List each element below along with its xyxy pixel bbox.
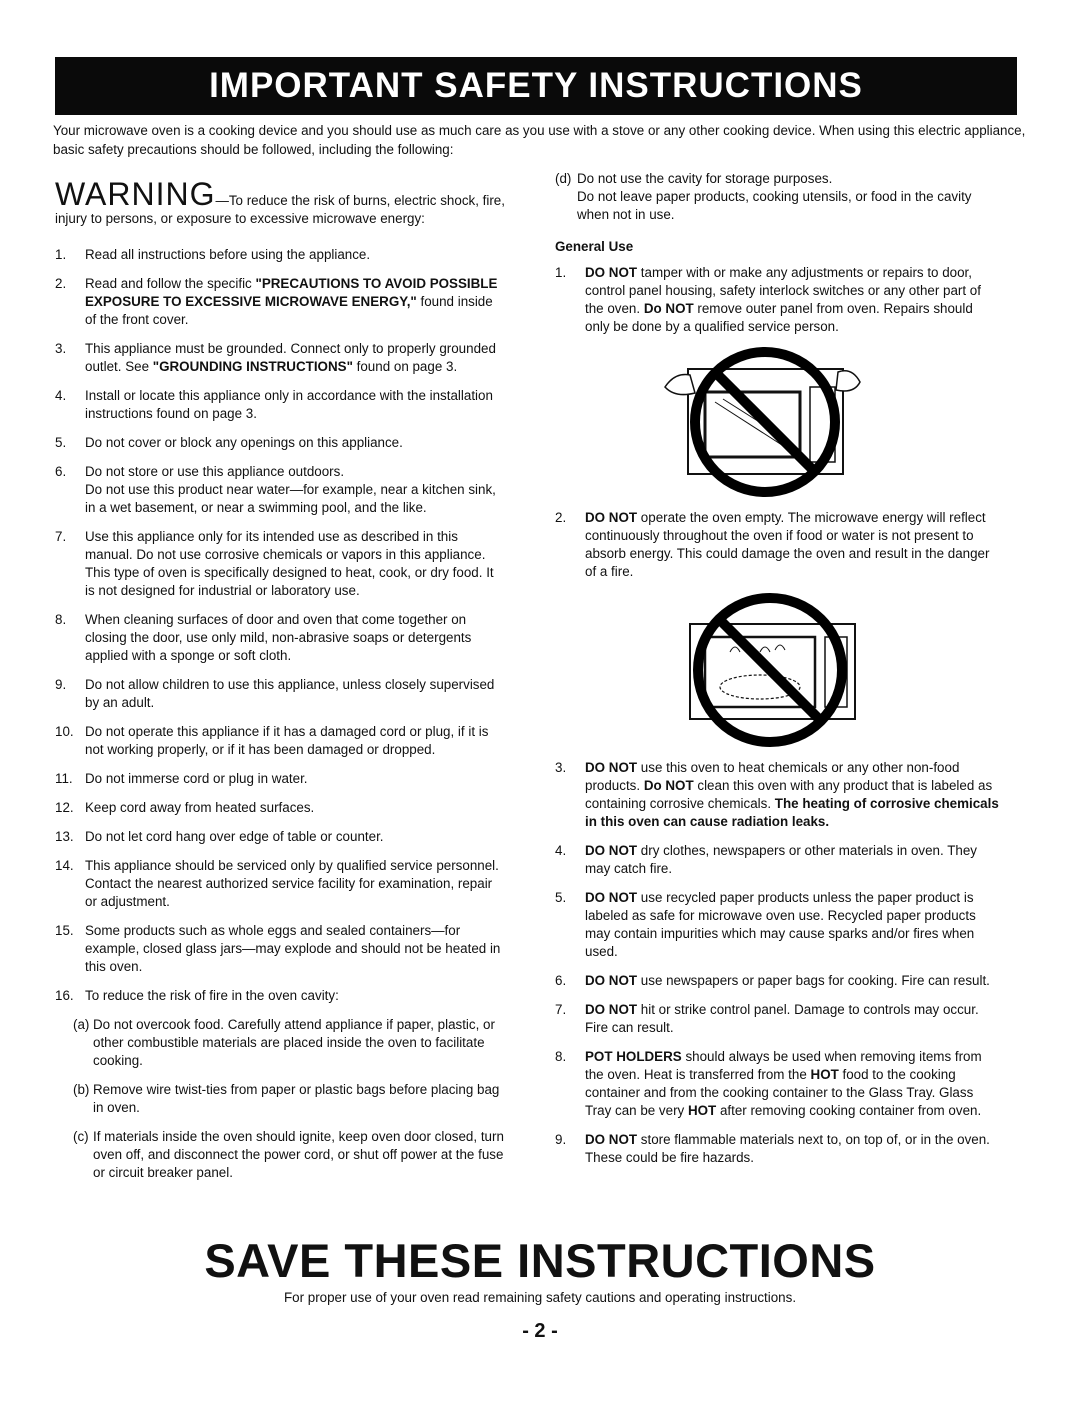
sub-list-item: (a) Do not overcook food. Carefully attend appliance if paper, plastic, or other combustible materials are placed inside the oven to facilitate cooking. xyxy=(73,1017,495,1068)
page-title: IMPORTANT SAFETY INSTRUCTIONS xyxy=(209,66,863,105)
sub-list-item-d: (d) Do not use the cavity for storage purposes. Do not leave paper products, cooking utensils, or food in the cavity when not in use. xyxy=(555,171,972,222)
list-item: 2. Read and follow the specific "PRECAUTIONS TO AVOID POSSIBLE EXPOSURE TO EXCESSIVE MICROWAVE ENERGY," found inside of the front cover. xyxy=(55,276,498,327)
intro-paragraph: Your microwave oven is a cooking device and you should use as much care as you use with a stove or any other cooking device. When using this electric appliance, basic safety precautions should be followed, including the following: xyxy=(53,123,1026,157)
list-item: 3. DO NOT use this oven to heat chemicals or any other non-food products. Do NOT clean this oven with any product that is labeled as containing corrosive chemicals. The heating of corrosive chemicals in this oven can cause radiation leaks. xyxy=(555,760,999,829)
warning-word: WARNING xyxy=(55,176,216,212)
save-instructions-heading: SAVE THESE INSTRUCTIONS xyxy=(204,1234,876,1287)
list-item: 8. When cleaning surfaces of door and oven that come together on closing the door, use only mild, non-abrasive soaps or detergents applied with a sponge or soft cloth. xyxy=(55,612,472,663)
sub-list-item: (b) Remove wire twist-ties from paper or plastic bags before placing bag in oven. xyxy=(73,1082,500,1115)
list-item: 5. DO NOT use recycled paper products unless the paper product is labeled as safe for microwave oven use. Recycled paper products may contain impurities which may cause sparks and/or fires when used. xyxy=(555,890,976,959)
list-item: 6. DO NOT use newspapers or paper bags for cooking. Fire can result. xyxy=(555,973,990,988)
no-hands-on-oven-illustration xyxy=(555,347,1000,497)
list-item: 4. Install or locate this appliance only in accordance with the installation instructions found on page 3. xyxy=(55,388,493,421)
list-item: 15. Some products such as whole eggs and sealed containers—for example, closed glass jars—may explode and should not be heated in this oven. xyxy=(55,923,501,974)
list-item: 2. DO NOT operate the oven empty. The microwave energy will reflect continuously throughout the oven if food or water is not present to absorb energy. This could damage the oven and result in the danger of a fire. xyxy=(555,510,990,579)
list-item: 13. Do not let cord hang over edge of table or counter. xyxy=(55,829,384,844)
list-item: 6. Do not store or use this appliance outdoors. Do not use this product near water—for example, near a kitchen sink, in a wet basement, or near a swimming pool, and the like. xyxy=(55,464,496,515)
general-use-heading: General Use xyxy=(555,239,634,254)
list-item: 1. Read all instructions before using the appliance. xyxy=(55,247,371,262)
list-item: 1. DO NOT tamper with or make any adjustments or repairs to door, control panel housing, safety interlock switches or any other part of the oven. Do NOT remove outer panel from oven. Repairs should only be done by a qualified service person. xyxy=(555,265,981,334)
warning-text: —To reduce the risk of burns, electric shock, fire, injury to persons, or exposure to excessive microwave energy: xyxy=(55,193,505,226)
page-number: - 2 - xyxy=(522,1320,558,1342)
sub-list-item: (c) If materials inside the oven should ignite, keep oven door closed, turn oven off, and disconnect the power cord, or shut off power at the fuse or circuit breaker panel. xyxy=(73,1129,504,1180)
page-title-banner xyxy=(55,57,1017,115)
list-item: 7. DO NOT hit or strike control panel. Damage to controls may occur. Fire can result. xyxy=(555,1002,979,1035)
list-item: 9. DO NOT store flammable materials next to, on top of, or in the oven. These could be fire hazards. xyxy=(555,1132,990,1165)
list-item: 5. Do not cover or block any openings on this appliance. xyxy=(55,435,403,450)
list-item: 16. To reduce the risk of fire in the oven cavity: xyxy=(55,988,339,1003)
list-item: 12. Keep cord away from heated surfaces. xyxy=(55,800,315,815)
warning-statement xyxy=(55,178,505,228)
list-item: 8. POT HOLDERS should always be used when removing items from the oven. Heat is transferred from the HOT food to the cooking container and from the cooking container to the Glass Tray. Glass Tray can be very HOT after removing cooking container from oven. xyxy=(555,1049,982,1118)
list-item: 7. Use this appliance only for its intended use as described in this manual. Do not use corrosive chemicals or vapors in this appliance. This type of oven is specifically designed to heat, cook, or dry food. It is not designed for industrial or laboratory use. xyxy=(55,529,494,598)
prohibited-grabbing-oven-icon xyxy=(555,347,1000,497)
list-item: 3. This appliance must be grounded. Connect only to properly grounded outlet. See "GROUNDING INSTRUCTIONS" found on page 3. xyxy=(55,341,496,374)
list-item: 11. Do not immerse cord or plug in water. xyxy=(55,771,308,786)
right-column xyxy=(555,170,1000,1178)
prohibited-empty-oven-icon xyxy=(555,592,1000,747)
list-item: 10. Do not operate this appliance if it has a damaged cord or plug, if it is not working properly, or if it has been damaged or dropped. xyxy=(55,724,489,757)
list-item: 9. Do not allow children to use this appliance, unless closely supervised by an adult. xyxy=(55,677,495,710)
list-item: 14. This appliance should be serviced only by qualified service personnel. Contact the nearest authorized service facility for examination, repair or adjustment. xyxy=(55,858,499,909)
list-item: 4. DO NOT dry clothes, newspapers or other materials in oven. They may catch fire. xyxy=(555,843,977,876)
left-column xyxy=(55,178,505,1193)
footer-note: For proper use of your oven read remaining safety cautions and operating instructions. xyxy=(283,1290,797,1305)
no-empty-operation-illustration xyxy=(555,592,1000,747)
